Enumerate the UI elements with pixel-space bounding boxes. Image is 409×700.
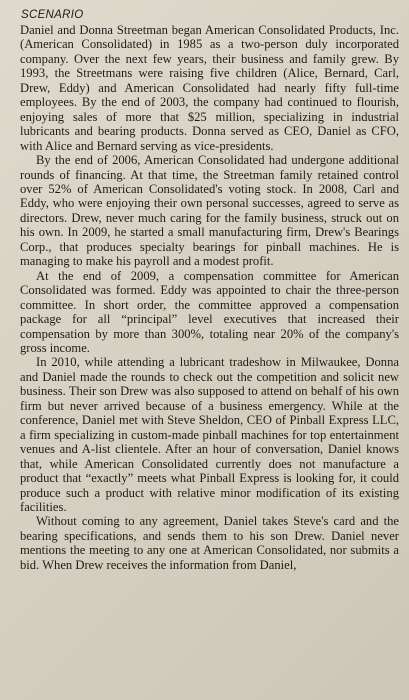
section-heading: SCENARIO xyxy=(21,9,84,21)
paragraph: By the end of 2006, American Consolidated had undergone additional rounds of financing. At that time, the Streetman family retained control over 52% of American Consolidated's voting stock. In 2008, Carl and Eddy, who were enjoying their own personal successes, agreed to serve as directors. Drew, never much caring for the family business, struck out on his own. In 2009, he started a small manufacturing firm, Drew's Bearings Corp., that produces specialty bearings for pinball machines. He is managing to make his payroll and a modest profit. xyxy=(20,153,399,269)
paragraph: Without coming to any agreement, Daniel takes Steve's card and the bearing specifications, and sends them to his son Drew. Daniel never mentions the meeting to any one at American Consolidated, nor submits a bid. When Drew receives the information from Daniel, xyxy=(20,514,399,572)
paragraph: Daniel and Donna Streetman began American Consolidated Products, Inc. (American Consolidated) in 1985 as a two-person duly incorporated company. Over the next few years, their business and family grew. By 1993, the Streetmans were raising five children (Alice, Bernard, Carl, Drew, Eddy) and American Consolidated had nearly fifty full-time employees. By the end of 2003, the company had continued to flourish, enjoying sales of more that $25 million, specializing in industrial lubricants and bearing products. Donna served as CEO, Daniel as CFO, with Alice and Bernard serving as vice-presidents. xyxy=(20,23,399,153)
paragraph: At the end of 2009, a compensation committee for American Consolidated was formed. Eddy was appointed to chair the three-person committee. In short order, the committee approved a compensation package for all “principal” level executives that increased their compensation by more than 300%, totaling near 20% of the company's gross income. xyxy=(20,268,399,355)
paragraph: In 2010, while attending a lubricant tradeshow in Milwaukee, Donna and Daniel made the rounds to check out the competition and solicit new business. Their son Drew was also supposed to attend on behalf of his own firm but never arrived because of a business emergency. While at the conference, Daniel met with Steve Sheldon, CEO of Pinball Express LLC, a firm specializing in custom-made pinball machines for top entertainment venues and A-list clientele. After an hour of conversation, Daniel knows that, while American Consolidated currently does not manufacture a product that “exactly” meets what Pinball Express is looking for, it could produce such a product with relative minor modification of its existing facilities. xyxy=(20,355,399,514)
